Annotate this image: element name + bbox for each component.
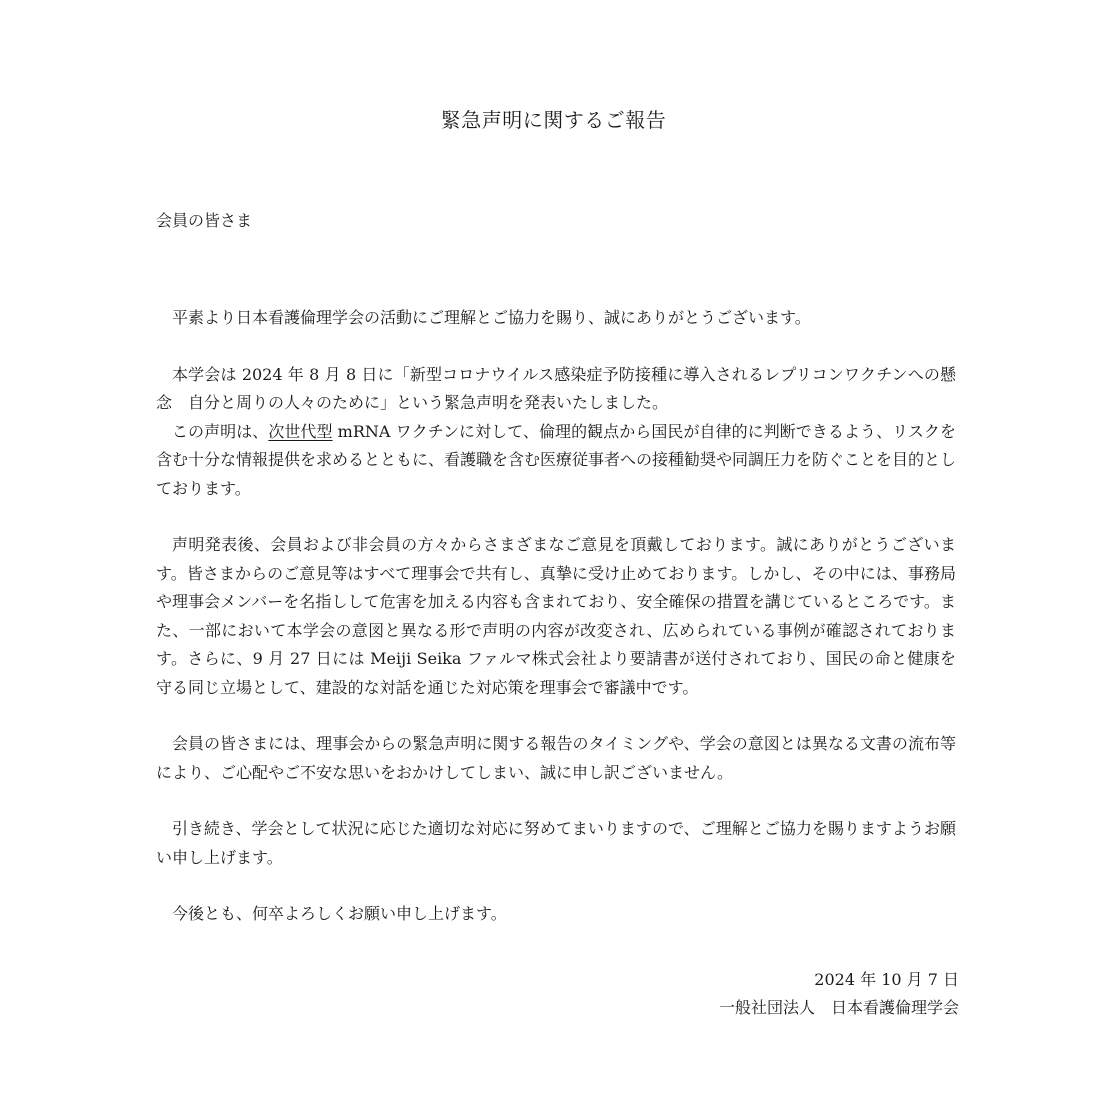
paragraph-greeting: 平素より日本看護倫理学会の活動にご理解とご協力を賜り、誠にありがとうございます。 (172, 308, 811, 327)
paragraph-gap (156, 333, 956, 361)
underlined-term: 次世代型 (268, 421, 333, 441)
paragraph-gap (156, 872, 956, 900)
document-date: 2024 年 10 月 7 日 (814, 970, 959, 989)
paragraph-gap (156, 702, 956, 730)
paragraph-gap (156, 787, 956, 815)
purpose-prefix: この声明は、 (172, 421, 269, 441)
document-title: 緊急声明に関するご報告 (440, 108, 667, 132)
paragraph-apology: 会員の皆さまには、理事会からの緊急声明に関する報告のタイミングや、学会の意図とは異なる文書の流布等により、ご心配やご不安な思いをおかけしてしまい、誠に申し訳ございません。 (156, 734, 956, 782)
paragraph-continuation: 引き続き、学会として状況に応じた適切な対応に努めてまいりますので、ご理解とご協力を賜りますようお願い申し上げます。 (156, 819, 956, 867)
paragraph-feedback: 声明発表後、会員および非会員の方々からさまざまなご意見を頂戴しております。誠にありがとうございます。皆さまからのご意見等はすべて理事会で共有し、真摯に受け止めております。しかし、その中には、事務局や理事会メンバーを名指しして危害を加える内容も含まれており、安全確保の措置を講じているところです。また、一部において本学会の意図と異なる形で声明の内容が改変され、広められている事例が確認されております。さらに、9 月 27 日には Meiji Seika ファルマ株式会社より要請書が送付されており、国民の命と健康を守る同じ立場として、建設的な対話を通じた対応策を理事会で審議中です。 (156, 535, 956, 697)
paragraph-gap (156, 503, 956, 531)
salutation: 会員の皆さま (156, 211, 253, 230)
purpose-rest: mRNA ワクチンに対して、倫理的観点から国民が自律的に判断できるよう、リスクを含む十分な情報提供を求めるとともに、看護職を含む医療従事者への接種勧奨や同調圧力を防ぐことを目的としております。 (156, 421, 957, 498)
organization-name: 一般社団法人 日本看護倫理学会 (718, 998, 959, 1017)
paragraph-statement-announcement: 本学会は 2024 年 8 月 8 日に「新型コロナウイルス感染症予防接種に導入されるレプリコンワクチンへの懸念 自分と周りの人々のために」という緊急声明を発表いたしました。 (156, 364, 956, 412)
paragraph-statement-purpose (156, 418, 956, 504)
paragraph-closing: 今後とも、何卒よろしくお願い申し上げます。 (172, 904, 507, 923)
document-body (156, 304, 956, 929)
signature-block (719, 966, 959, 1022)
